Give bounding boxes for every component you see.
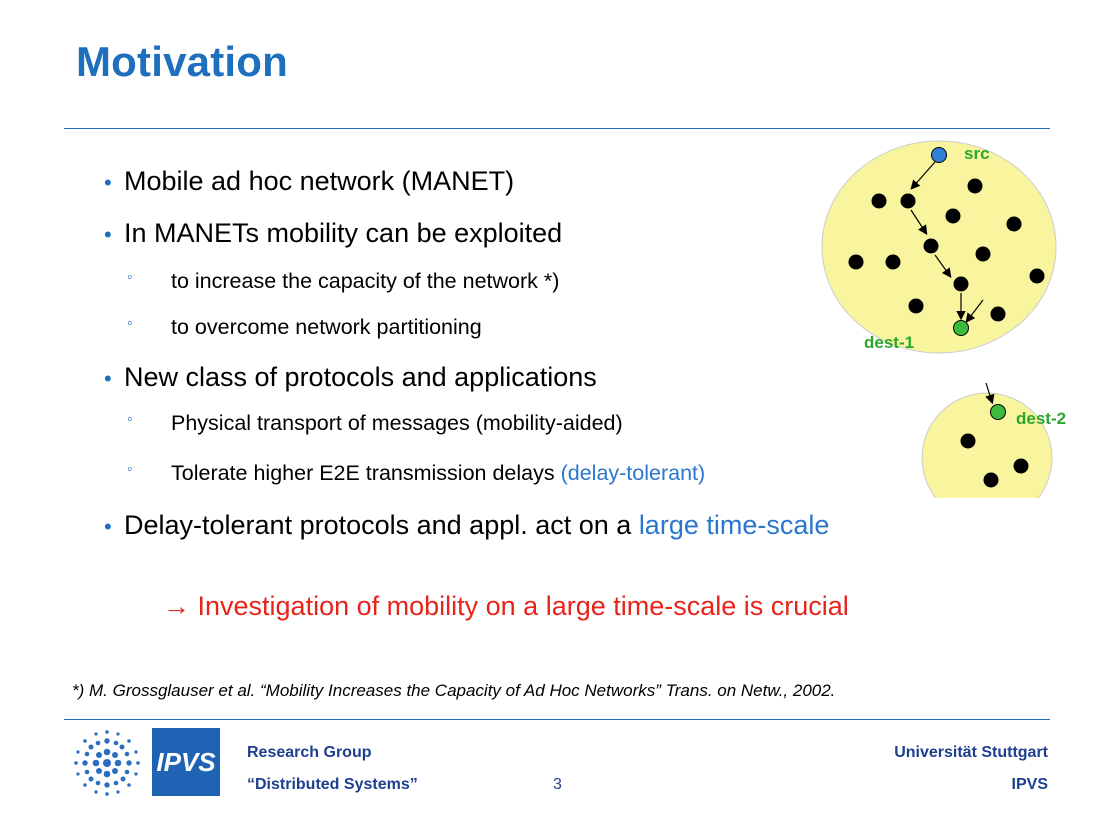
- bullet-ring-icon: ◦: [127, 411, 133, 428]
- bullet-text: New class of protocols and applications: [124, 362, 597, 392]
- node: [991, 307, 1006, 322]
- bullet-text-plain: Delay-tolerant protocols and appl. act on a: [124, 510, 639, 540]
- src-label: src: [964, 144, 990, 163]
- bullet-dot-icon: •: [104, 514, 112, 539]
- manet-diagram: [820, 128, 1100, 498]
- dest-1-label: dest-1: [864, 333, 915, 352]
- footer-group-line1: Research Group: [247, 744, 372, 761]
- node: [901, 194, 916, 209]
- sub-bullet-highlight: (delay-tolerant): [560, 461, 706, 485]
- slide-title: Motivation: [76, 38, 288, 85]
- dest-2-node: [991, 405, 1006, 420]
- node: [984, 473, 999, 488]
- dest-1-node: [954, 321, 969, 336]
- src-node: [932, 148, 947, 163]
- university-seal-logo: [72, 728, 142, 798]
- node: [886, 255, 901, 270]
- node: [1014, 459, 1029, 474]
- node: [976, 247, 991, 262]
- ipvs-logo: IPVS: [152, 728, 220, 796]
- dest-2-label: dest-2: [1016, 409, 1067, 428]
- footer-institute: IPVS: [1011, 776, 1048, 793]
- node: [961, 434, 976, 449]
- bullet-text: [124, 510, 829, 540]
- node: [954, 277, 969, 292]
- bullet-ring-icon: ◦: [127, 269, 133, 286]
- node: [924, 239, 939, 254]
- sub-bullet-text: to increase the capacity of the network *): [171, 269, 560, 293]
- sub-bullet-text: to overcome network partitioning: [171, 315, 482, 339]
- network-area-1: [822, 141, 1056, 353]
- conclusion-text: → Investigation of mobility on a large time-scale is crucial: [163, 591, 849, 621]
- sub-bullet-text: [171, 460, 705, 486]
- bullet-highlight: large time-scale: [638, 510, 830, 540]
- node: [968, 179, 983, 194]
- sub-bullet-text: Physical transport of messages (mobility-aided): [171, 411, 623, 435]
- bullet-text: Mobile ad hoc network (MANET): [124, 166, 515, 196]
- footer-divider: [64, 719, 1050, 720]
- bullet-dot-icon: •: [104, 170, 112, 195]
- footnote: *) M. Grossglauser et al. “Mobility Increases the Capacity of Ad Hoc Networks” Trans. on Netw., 2002.: [72, 681, 836, 700]
- footer-group-line2: “Distributed Systems”: [247, 776, 418, 793]
- bullet-ring-icon: ◦: [127, 461, 133, 478]
- bullet-dot-icon: •: [104, 366, 112, 391]
- node: [909, 299, 924, 314]
- page-number: 3: [553, 776, 562, 793]
- bullet-dot-icon: •: [104, 222, 112, 247]
- node: [1007, 217, 1022, 232]
- footer-university: Universität Stuttgart: [894, 744, 1048, 761]
- node: [872, 194, 887, 209]
- node: [849, 255, 864, 270]
- node: [1030, 269, 1045, 284]
- bullet-text: In MANETs mobility can be exploited: [124, 218, 563, 248]
- bullet-ring-icon: ◦: [127, 315, 133, 332]
- node: [946, 209, 961, 224]
- sub-bullet-text-plain: Tolerate higher E2E transmission delays: [171, 461, 561, 485]
